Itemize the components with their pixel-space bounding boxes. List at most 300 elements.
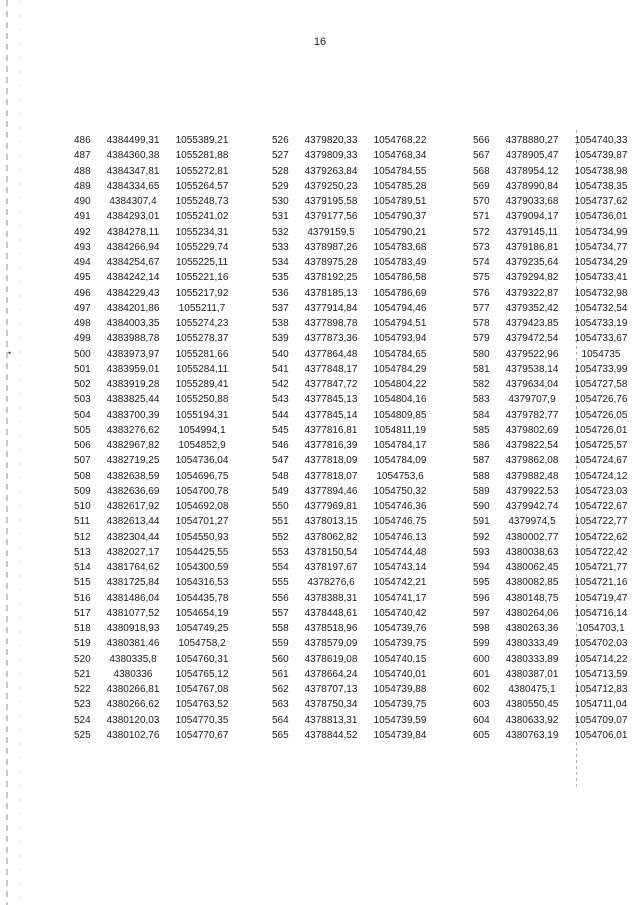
point-number: 511 bbox=[74, 516, 90, 528]
point-number: 598 bbox=[473, 623, 490, 634]
coordinate-row bbox=[272, 225, 436, 240]
coordinate-row bbox=[272, 331, 436, 346]
y-coordinate: 1054804,22 bbox=[373, 379, 427, 390]
coordinate-row bbox=[272, 652, 436, 667]
point-number: 492 bbox=[74, 226, 91, 238]
x-coordinate: 4383988,78 bbox=[106, 333, 160, 345]
point-number: 502 bbox=[74, 379, 91, 390]
coordinate-row bbox=[74, 453, 238, 468]
point-number: 558 bbox=[272, 623, 289, 634]
x-coordinate: 4380120,03 bbox=[106, 714, 160, 726]
x-coordinate: 4380633,92 bbox=[505, 714, 559, 726]
point-number: 500 bbox=[74, 348, 91, 360]
y-coordinate: 1054722,77 bbox=[574, 516, 628, 528]
point-number: 486 bbox=[74, 135, 91, 146]
coordinate-row bbox=[272, 377, 436, 392]
y-coordinate: 1054765,12 bbox=[175, 668, 229, 680]
coordinate-row bbox=[272, 514, 436, 529]
coordinate-row bbox=[74, 362, 238, 377]
x-coordinate: 4380266,81 bbox=[106, 684, 160, 695]
y-coordinate: 1054785,28 bbox=[373, 180, 427, 192]
y-coordinate: 1055194,31 bbox=[175, 409, 229, 421]
coordinate-row bbox=[473, 179, 637, 194]
coordinate-row bbox=[473, 499, 637, 514]
point-number: 559 bbox=[272, 638, 289, 650]
point-number: 587 bbox=[473, 455, 490, 467]
point-number: 597 bbox=[473, 607, 490, 619]
y-coordinate: 1054767,08 bbox=[175, 684, 229, 695]
y-coordinate: 1054746,75 bbox=[373, 516, 427, 528]
point-number: 550 bbox=[272, 501, 289, 512]
x-coordinate: 4381764,62 bbox=[106, 562, 160, 573]
x-coordinate: 4377914,84 bbox=[304, 302, 358, 314]
x-coordinate: 4380550,45 bbox=[505, 699, 559, 711]
x-coordinate: 4384201,86 bbox=[106, 302, 160, 314]
coordinate-row bbox=[74, 636, 238, 651]
point-number: 546 bbox=[272, 440, 289, 451]
y-coordinate: 1055241,02 bbox=[175, 211, 229, 223]
scan-edge-artifact-secondary bbox=[20, 0, 21, 905]
coordinate-row bbox=[473, 392, 637, 407]
y-coordinate: 1054740,01 bbox=[373, 668, 427, 680]
coordinate-row bbox=[473, 697, 637, 712]
x-coordinate: 4380475,1 bbox=[508, 684, 556, 695]
point-number: 513 bbox=[74, 546, 91, 558]
coordinate-row bbox=[272, 591, 436, 606]
coordinate-row bbox=[74, 179, 238, 194]
point-number: 525 bbox=[74, 729, 91, 741]
y-coordinate: 1054711,04 bbox=[574, 699, 628, 711]
coordinate-row bbox=[74, 591, 238, 606]
point-number: 564 bbox=[272, 714, 289, 726]
x-coordinate: 4377816,39 bbox=[304, 440, 358, 451]
point-number: 595 bbox=[473, 577, 490, 589]
point-number: 542 bbox=[272, 379, 289, 390]
coordinate-row bbox=[74, 469, 238, 484]
coordinate-row bbox=[74, 148, 238, 163]
point-number: 601 bbox=[473, 668, 490, 680]
y-coordinate: 1055289,41 bbox=[175, 379, 229, 390]
y-coordinate: 1055272,81 bbox=[175, 165, 229, 177]
coordinate-row bbox=[74, 499, 238, 514]
point-number: 566 bbox=[473, 135, 490, 146]
x-coordinate: 4379822,54 bbox=[505, 440, 559, 451]
point-number: 581 bbox=[473, 363, 490, 375]
coordinate-row bbox=[473, 667, 637, 682]
coordinate-row bbox=[74, 438, 238, 453]
coordinate-row bbox=[473, 377, 637, 392]
y-coordinate: 1054702,03 bbox=[574, 638, 628, 650]
x-coordinate: 4384307,4 bbox=[109, 196, 157, 207]
y-coordinate: 1054784,17 bbox=[373, 440, 427, 451]
coordinate-row bbox=[74, 575, 238, 590]
coordinate-row bbox=[74, 270, 238, 285]
x-coordinate: 4380038,63 bbox=[505, 546, 559, 558]
y-coordinate: 1054742,21 bbox=[373, 577, 427, 589]
point-number: 585 bbox=[473, 424, 490, 436]
y-coordinate: 1054768,34 bbox=[373, 150, 427, 162]
point-number: 487 bbox=[74, 150, 91, 162]
x-coordinate: 4384229,43 bbox=[106, 287, 160, 299]
y-coordinate: 1054753,6 bbox=[376, 470, 424, 482]
y-coordinate: 1054786,58 bbox=[373, 272, 427, 284]
x-coordinate: 4380102,76 bbox=[106, 729, 160, 741]
x-coordinate: 4379882,48 bbox=[505, 470, 559, 482]
x-coordinate: 4383825,44 bbox=[106, 394, 160, 406]
y-coordinate: 1054770,35 bbox=[175, 714, 229, 726]
coordinate-row bbox=[473, 636, 637, 651]
coordinate-row bbox=[272, 697, 436, 712]
point-number: 586 bbox=[473, 440, 490, 451]
y-coordinate: 1054712,83 bbox=[574, 684, 628, 695]
scan-edge-artifact bbox=[6, 0, 8, 905]
x-coordinate: 4380264,06 bbox=[505, 607, 559, 619]
x-coordinate: 4378987,26 bbox=[304, 241, 358, 253]
coordinate-row bbox=[473, 164, 637, 179]
x-coordinate: 4378276,6 bbox=[307, 577, 355, 589]
y-coordinate: 1054723,03 bbox=[574, 485, 628, 497]
coordinate-row bbox=[272, 164, 436, 179]
coordinate-row bbox=[272, 133, 436, 148]
coordinate-row bbox=[74, 545, 238, 560]
point-number: 593 bbox=[473, 546, 490, 558]
x-coordinate: 4379942,74 bbox=[505, 501, 559, 512]
point-number: 526 bbox=[272, 135, 289, 146]
point-number: 569 bbox=[473, 180, 490, 192]
y-coordinate: 1055217,92 bbox=[175, 287, 229, 299]
y-coordinate: 1054739,84 bbox=[373, 729, 427, 741]
coordinate-row bbox=[74, 347, 238, 362]
x-coordinate: 4377848,17 bbox=[304, 363, 358, 375]
x-coordinate: 4377898,78 bbox=[304, 318, 358, 329]
coordinate-row bbox=[473, 652, 637, 667]
coordinate-row bbox=[74, 255, 238, 270]
coordinate-row bbox=[473, 270, 637, 285]
point-number: 517 bbox=[74, 607, 91, 619]
point-number: 531 bbox=[272, 211, 289, 223]
coordinate-row bbox=[473, 469, 637, 484]
x-coordinate: 4378813,31 bbox=[304, 714, 358, 726]
point-number: 571 bbox=[473, 211, 490, 223]
x-coordinate: 4382636,69 bbox=[106, 485, 160, 497]
coordinate-row bbox=[473, 621, 637, 636]
coordinate-row bbox=[272, 499, 436, 514]
x-coordinate: 4380062,45 bbox=[505, 562, 559, 573]
y-coordinate: 1054700,78 bbox=[175, 485, 229, 497]
y-coordinate: 1054743,14 bbox=[373, 562, 427, 573]
point-number: 490 bbox=[74, 196, 91, 207]
x-coordinate: 4379472,54 bbox=[505, 333, 559, 345]
point-number: 541 bbox=[272, 363, 289, 375]
y-coordinate: 1054736,04 bbox=[175, 455, 229, 467]
point-number: 534 bbox=[272, 257, 289, 268]
coordinate-row bbox=[272, 667, 436, 682]
coordinate-row bbox=[473, 347, 637, 362]
point-number: 503 bbox=[74, 394, 91, 406]
x-coordinate: 4379322,87 bbox=[505, 287, 559, 299]
y-coordinate: 1054784,09 bbox=[373, 455, 427, 467]
x-coordinate: 4379235,64 bbox=[505, 257, 559, 268]
x-coordinate: 4377845,13 bbox=[304, 394, 358, 406]
x-coordinate: 4378150,54 bbox=[304, 546, 358, 558]
point-number: 536 bbox=[272, 287, 289, 299]
point-number: 602 bbox=[473, 684, 490, 695]
y-coordinate: 1054749,25 bbox=[175, 623, 229, 634]
point-number: 548 bbox=[272, 470, 289, 482]
point-number: 561 bbox=[272, 668, 289, 680]
coordinate-row bbox=[272, 194, 436, 209]
point-number: 494 bbox=[74, 257, 91, 268]
coordinate-row bbox=[473, 133, 637, 148]
point-number: 509 bbox=[74, 485, 91, 497]
point-number: 538 bbox=[272, 318, 289, 329]
point-number: 488 bbox=[74, 165, 91, 177]
x-coordinate: 4379538,14 bbox=[505, 363, 559, 375]
point-number: 519 bbox=[74, 638, 91, 650]
y-coordinate: 1054714,22 bbox=[574, 653, 628, 665]
coordinate-row bbox=[272, 728, 436, 743]
coordinate-row bbox=[473, 194, 637, 209]
y-coordinate: 1054784,55 bbox=[373, 165, 427, 177]
point-number: 489 bbox=[74, 180, 91, 192]
x-coordinate: 4383959,01 bbox=[106, 363, 160, 375]
x-coordinate: 4378707,13 bbox=[304, 684, 358, 695]
y-coordinate: 1054760,31 bbox=[175, 653, 229, 665]
y-coordinate: 1054804,16 bbox=[373, 394, 427, 406]
point-number: 501 bbox=[74, 363, 91, 375]
point-number: 554 bbox=[272, 562, 289, 573]
y-coordinate: 1055248,73 bbox=[175, 196, 229, 207]
y-coordinate: 1054739,59 bbox=[373, 714, 427, 726]
y-coordinate: 1054738,35 bbox=[574, 180, 628, 192]
y-coordinate: 1054763,52 bbox=[175, 699, 229, 711]
point-number: 537 bbox=[272, 302, 289, 314]
coordinate-row bbox=[74, 209, 238, 224]
point-number: 568 bbox=[473, 165, 490, 177]
point-number: 583 bbox=[473, 394, 490, 406]
coordinate-row bbox=[473, 484, 637, 499]
point-number: 582 bbox=[473, 379, 490, 390]
coordinate-row bbox=[473, 728, 637, 743]
y-coordinate: 1054722,67 bbox=[574, 501, 628, 512]
x-coordinate: 4377818,09 bbox=[304, 455, 358, 467]
coordinate-row bbox=[473, 255, 637, 270]
point-number: 506 bbox=[74, 440, 91, 451]
coordinate-row bbox=[272, 316, 436, 331]
coordinate-row bbox=[473, 530, 637, 545]
coordinate-row bbox=[272, 560, 436, 575]
point-number: 560 bbox=[272, 653, 289, 665]
coordinate-row bbox=[74, 301, 238, 316]
x-coordinate: 4384003,35 bbox=[106, 318, 160, 329]
y-coordinate: 1054733,19 bbox=[574, 318, 628, 329]
y-coordinate: 1054725,57 bbox=[574, 440, 628, 451]
y-coordinate: 1054701,27 bbox=[175, 516, 229, 528]
coordinate-row bbox=[272, 713, 436, 728]
point-number: 535 bbox=[272, 272, 289, 284]
x-coordinate: 4384278,11 bbox=[106, 226, 160, 238]
point-number: 510 bbox=[74, 501, 91, 512]
coordinates-column-1 bbox=[74, 133, 238, 743]
coordinate-row bbox=[74, 530, 238, 545]
coordinate-row bbox=[74, 316, 238, 331]
x-coordinate: 4377894,46 bbox=[304, 485, 358, 497]
y-coordinate: 1054734,77 bbox=[574, 241, 628, 253]
coordinate-row bbox=[74, 133, 238, 148]
coordinate-row bbox=[272, 423, 436, 438]
x-coordinate: 4378197,67 bbox=[304, 562, 358, 573]
x-coordinate: 4382967,82 bbox=[106, 440, 160, 451]
coordinate-row bbox=[74, 728, 238, 743]
y-coordinate: 1054733,99 bbox=[574, 363, 628, 375]
coordinate-row bbox=[74, 286, 238, 301]
x-coordinate: 4380381,46 bbox=[106, 638, 160, 650]
x-coordinate: 4379250,23 bbox=[304, 180, 358, 192]
coordinate-row bbox=[74, 697, 238, 712]
y-coordinate: 1054724,12 bbox=[574, 470, 628, 482]
coordinate-row bbox=[473, 148, 637, 163]
coordinate-row bbox=[272, 484, 436, 499]
y-coordinate: 1054744,48 bbox=[373, 546, 427, 558]
x-coordinate: 4380918,93 bbox=[106, 623, 160, 634]
coordinate-row bbox=[473, 362, 637, 377]
y-coordinate: 1054719,47 bbox=[574, 592, 628, 604]
coordinate-row bbox=[74, 240, 238, 255]
point-number: 584 bbox=[473, 409, 490, 421]
x-coordinate: 4379809,33 bbox=[304, 150, 358, 162]
point-number: 563 bbox=[272, 699, 289, 711]
coordinate-row bbox=[74, 621, 238, 636]
y-coordinate: 1054727,58 bbox=[574, 379, 628, 390]
y-coordinate: 1054790,21 bbox=[373, 226, 427, 238]
point-number: 580 bbox=[473, 348, 490, 360]
y-coordinate: 1055211,7 bbox=[178, 302, 226, 314]
y-coordinate: 1054435,78 bbox=[175, 592, 229, 604]
point-number: 543 bbox=[272, 394, 289, 406]
coordinate-row bbox=[74, 713, 238, 728]
x-coordinate: 4379094,17 bbox=[505, 211, 559, 223]
coordinate-row bbox=[272, 347, 436, 362]
point-number: 596 bbox=[473, 592, 490, 604]
x-coordinate: 4384254,67 bbox=[106, 257, 160, 268]
x-coordinate: 4378844,52 bbox=[304, 729, 358, 741]
coordinate-row bbox=[272, 545, 436, 560]
point-number: 575 bbox=[473, 272, 490, 284]
x-coordinate: 4379186,81 bbox=[505, 241, 559, 253]
x-coordinate: 4379177,56 bbox=[304, 211, 358, 223]
x-coordinate: 4380333,89 bbox=[505, 653, 559, 665]
coordinate-row bbox=[473, 240, 637, 255]
point-number: 522 bbox=[74, 684, 91, 695]
y-coordinate: 1054654,19 bbox=[175, 607, 229, 619]
coordinate-row bbox=[272, 636, 436, 651]
coordinate-row bbox=[473, 713, 637, 728]
coordinate-row bbox=[272, 240, 436, 255]
point-number: 540 bbox=[272, 348, 289, 360]
point-number: 524 bbox=[74, 714, 91, 726]
x-coordinate: 4378192,25 bbox=[304, 272, 358, 284]
x-coordinate: 4384499,31 bbox=[106, 135, 160, 146]
y-coordinate: 1054726,76 bbox=[574, 394, 628, 406]
point-number: 530 bbox=[272, 196, 289, 207]
coordinate-row bbox=[473, 408, 637, 423]
x-coordinate: 4379782,77 bbox=[505, 409, 559, 421]
point-number: 493 bbox=[74, 241, 91, 253]
y-coordinate: 1055281,88 bbox=[175, 150, 229, 162]
coordinate-row bbox=[272, 469, 436, 484]
y-coordinate: 1054746,13 bbox=[373, 531, 427, 543]
y-coordinate: 1054738,98 bbox=[574, 165, 628, 177]
point-number: 605 bbox=[473, 729, 490, 741]
y-coordinate: 1054739,76 bbox=[373, 623, 427, 634]
x-coordinate: 4379352,42 bbox=[505, 302, 559, 314]
y-coordinate: 1054740,15 bbox=[373, 653, 427, 665]
x-coordinate: 4384347,81 bbox=[106, 165, 160, 177]
scan-fold-line bbox=[576, 130, 577, 790]
coordinate-row bbox=[272, 270, 436, 285]
y-coordinate: 1054739,88 bbox=[373, 684, 427, 695]
coordinate-row bbox=[74, 225, 238, 240]
y-coordinate: 1054809,85 bbox=[373, 409, 427, 421]
coordinate-row bbox=[473, 225, 637, 240]
point-number: 557 bbox=[272, 607, 289, 619]
x-coordinate: 4378062,82 bbox=[304, 531, 358, 543]
point-number: 499 bbox=[74, 333, 91, 345]
coordinate-row bbox=[272, 530, 436, 545]
x-coordinate: 4377847,72 bbox=[304, 379, 358, 390]
coordinate-row bbox=[272, 362, 436, 377]
y-coordinate: 1054709,07 bbox=[574, 714, 628, 726]
x-coordinate: 4384266,94 bbox=[106, 241, 160, 253]
y-coordinate: 1054746,36 bbox=[373, 501, 427, 512]
point-number: 518 bbox=[74, 623, 91, 634]
x-coordinate: 4384242,14 bbox=[106, 272, 160, 284]
point-number: 570 bbox=[473, 196, 490, 207]
y-coordinate: 1054768,22 bbox=[373, 135, 427, 146]
point-number: 577 bbox=[473, 302, 490, 314]
coordinate-row bbox=[74, 164, 238, 179]
x-coordinate: 4382613,44 bbox=[106, 516, 160, 528]
point-number: 520 bbox=[74, 653, 91, 665]
y-coordinate: 1054737,62 bbox=[574, 196, 628, 207]
point-number: 539 bbox=[272, 333, 289, 345]
point-number: 603 bbox=[473, 699, 490, 711]
x-coordinate: 4378664,24 bbox=[304, 668, 358, 680]
point-number: 514 bbox=[74, 562, 91, 573]
coordinate-row bbox=[272, 392, 436, 407]
point-number: 544 bbox=[272, 409, 289, 421]
y-coordinate: 1055284,11 bbox=[175, 363, 229, 375]
x-coordinate: 4378579,09 bbox=[304, 638, 358, 650]
point-number: 562 bbox=[272, 684, 289, 695]
coordinates-column-3 bbox=[473, 133, 637, 743]
y-coordinate: 1054740,42 bbox=[373, 607, 427, 619]
coordinate-row bbox=[473, 575, 637, 590]
y-coordinate: 1055278,37 bbox=[175, 333, 229, 345]
coordinate-row bbox=[473, 606, 637, 621]
y-coordinate: 1054733,41 bbox=[574, 272, 628, 284]
x-coordinate: 4378954,12 bbox=[505, 165, 559, 177]
y-coordinate: 1055221,16 bbox=[175, 272, 229, 284]
y-coordinate: 1054726,05 bbox=[574, 409, 628, 421]
coordinate-row bbox=[74, 377, 238, 392]
x-coordinate: 4378905,47 bbox=[505, 150, 559, 162]
x-coordinate: 4382027,17 bbox=[106, 546, 160, 558]
x-coordinate: 4379922,53 bbox=[505, 485, 559, 497]
x-coordinate: 4380002,77 bbox=[505, 531, 559, 543]
y-coordinate: 1054692,08 bbox=[175, 501, 229, 512]
point-number: 551 bbox=[272, 516, 289, 528]
